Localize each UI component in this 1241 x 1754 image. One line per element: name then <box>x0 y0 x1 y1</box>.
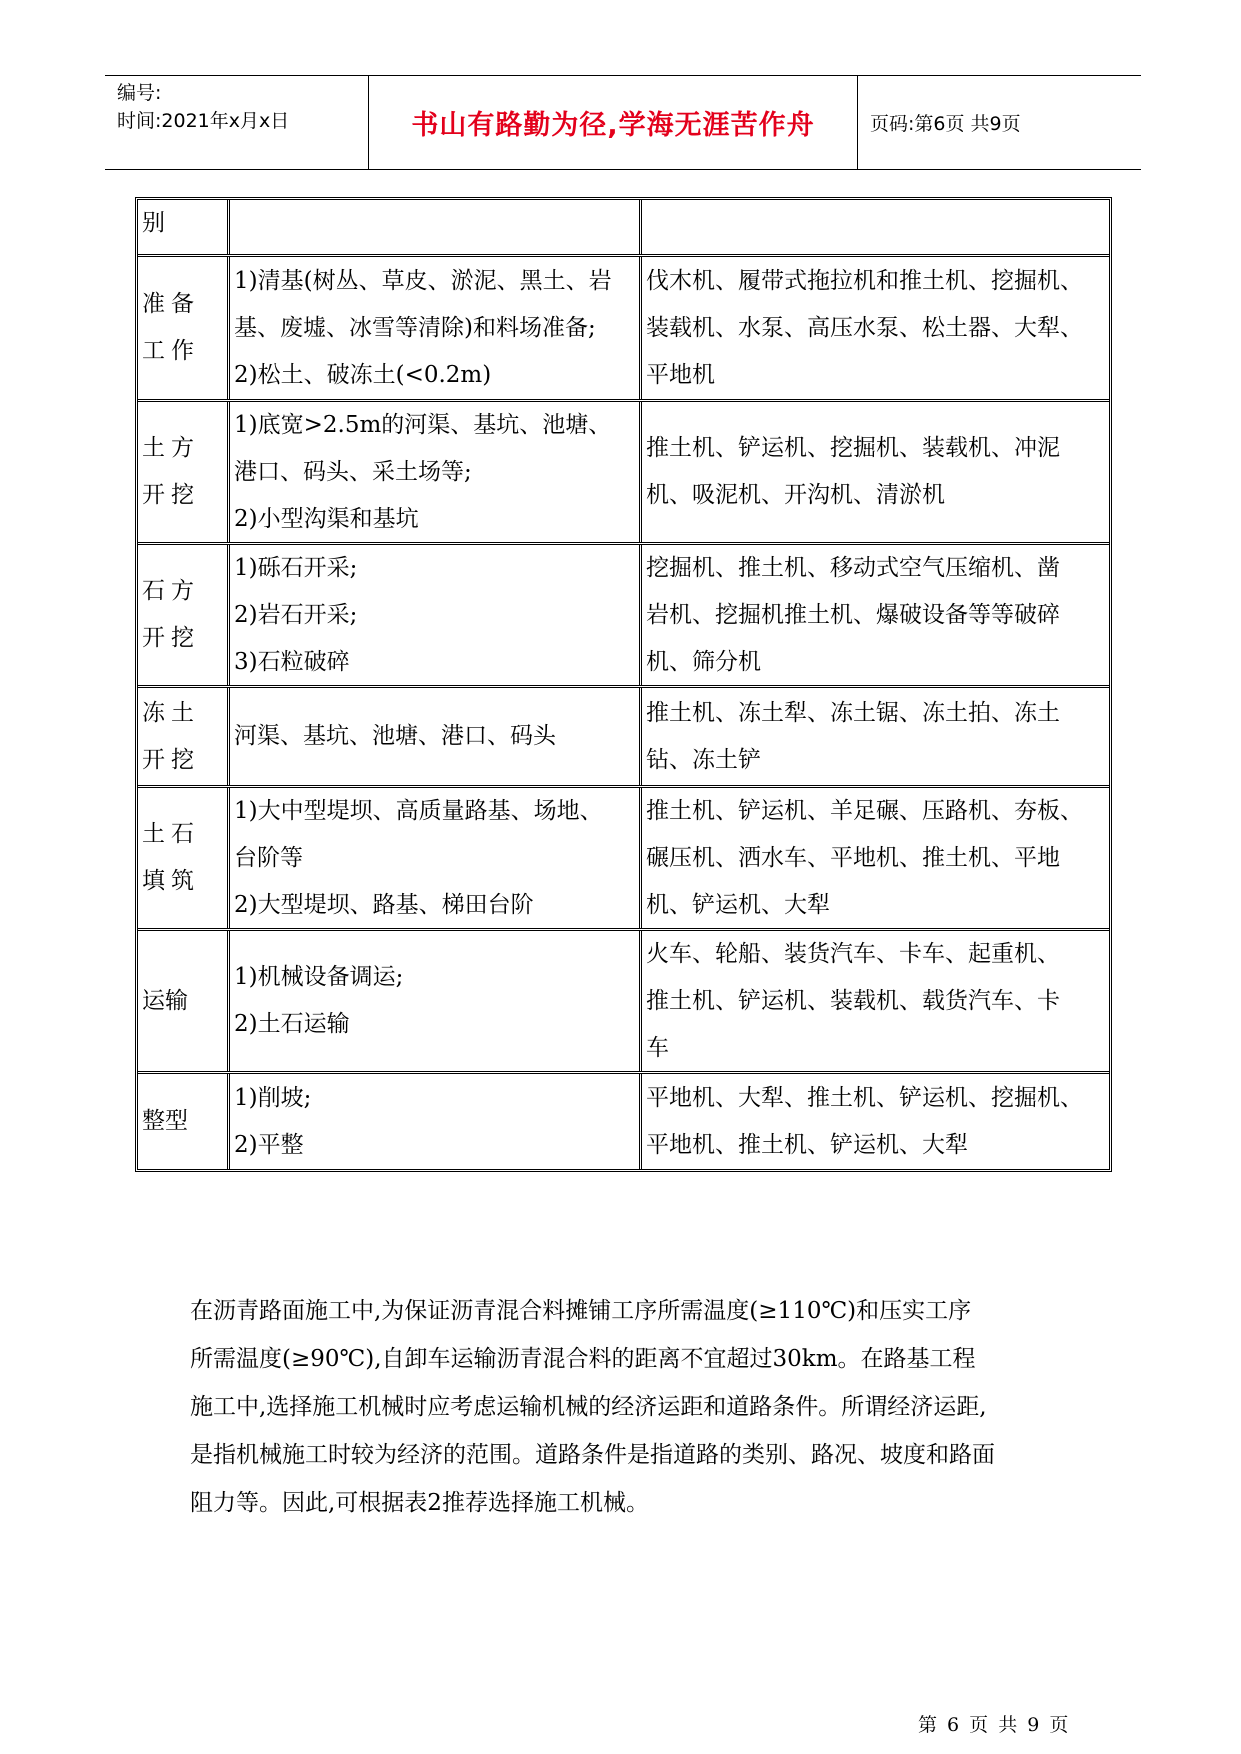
category-cell <box>138 788 230 928</box>
machines-line: 推土机、铲运机、羊足碾、压路机、夯板、 <box>646 797 1083 824</box>
table-row <box>138 545 1109 688</box>
category-text: 运输 <box>142 987 188 1014</box>
table-row <box>138 931 1109 1074</box>
machines-line: 机、筛分机 <box>646 648 761 675</box>
doc-number-label: 编号: <box>117 82 162 104</box>
category-cell <box>138 931 230 1071</box>
header-motto: 书山有路勤为径,学海无涯苦作舟 <box>411 110 815 141</box>
work-line: 河渠、基坑、池塘、港口、码头 <box>234 723 556 749</box>
body-paragraph <box>190 1287 1070 1527</box>
work-cell <box>230 1074 642 1169</box>
machines-line: 碾压机、洒水车、平地机、推土机、平地 <box>646 844 1060 871</box>
table-row <box>138 1074 1109 1169</box>
work-line: 1)大中型堤坝、高质量路基、场地、 <box>234 797 603 824</box>
machines-cell <box>642 545 1109 685</box>
work-line: 1)削坡; <box>234 1084 312 1111</box>
machines-line: 机、铲运机、大犁 <box>646 891 830 918</box>
work-cell <box>230 402 642 542</box>
page-header <box>105 75 1141 170</box>
work-line: 台阶等 <box>234 844 303 871</box>
machines-cell <box>642 257 1109 399</box>
machines-line: 平地机、大犁、推土机、铲运机、挖掘机、 <box>646 1084 1083 1111</box>
header-bottom-rule <box>105 169 1141 170</box>
work-cell <box>230 688 642 785</box>
time-label: 时间:2021年x月x日 <box>117 110 290 132</box>
machines-line: 装载机、水泵、高压水泵、松土器、大犁、 <box>646 314 1083 341</box>
category-text: 土石填筑 <box>142 821 200 894</box>
category-text: 石方开挖 <box>142 578 200 651</box>
work-line: 1)清基(树丛、草皮、淤泥、黑土、岩 <box>234 267 612 294</box>
paragraph-line: 是指机械施工时较为经济的范围。道路条件是指道路的类别、路况、坡度和路面 <box>190 1442 995 1468</box>
header-divider <box>857 75 858 170</box>
machines-line: 伐木机、履带式拖拉机和推土机、挖掘机、 <box>646 267 1083 294</box>
machines-cell <box>642 200 1109 254</box>
category-cell <box>138 688 230 785</box>
category-cell <box>138 545 230 685</box>
table-row <box>138 257 1109 402</box>
machines-line: 平地机、推土机、铲运机、大犁 <box>646 1131 968 1158</box>
page-footer: 第 6 页 共 9 页 <box>918 1714 1071 1736</box>
machines-line: 推土机、铲运机、装载机、载货汽车、卡 <box>646 987 1060 1014</box>
work-line: 港口、码头、采土场等; <box>234 458 472 485</box>
machinery-table <box>135 197 1112 1172</box>
table-row <box>138 402 1109 545</box>
work-line: 2)平整 <box>234 1131 304 1158</box>
machines-line: 钻、冻土铲 <box>646 746 761 773</box>
work-cell <box>230 200 642 254</box>
table-row <box>138 200 1109 257</box>
machines-line: 机、吸泥机、开沟机、清淤机 <box>646 482 945 508</box>
paragraph-line: 阻力等。因此,可根据表2推荐选择施工机械。 <box>190 1490 649 1516</box>
work-cell <box>230 931 642 1071</box>
machines-cell <box>642 402 1109 542</box>
work-line: 2)土石运输 <box>234 1011 350 1037</box>
category-text: 整型 <box>142 1108 188 1134</box>
work-line: 1)底宽>2.5m的河渠、基坑、池塘、 <box>234 411 612 438</box>
work-cell <box>230 257 642 399</box>
machines-line: 挖掘机、推土机、移动式空气压缩机、凿 <box>646 554 1060 581</box>
category-text: 准备工作 <box>142 291 200 364</box>
work-line: 2)岩石开采; <box>234 601 358 628</box>
machines-cell <box>642 931 1109 1071</box>
work-cell <box>230 788 642 928</box>
machines-line: 火车、轮船、装货汽车、卡车、起重机、 <box>646 940 1060 967</box>
header-left-block <box>117 79 289 135</box>
paragraph-line: 所需温度(≥90℃),自卸车运输沥青混合料的距离不宜超过30km。在路基工程 <box>190 1346 976 1372</box>
category-text: 别 <box>142 210 165 236</box>
category-text: 土方开挖 <box>142 435 200 508</box>
work-line: 2)松土、破冻土(<0.2m) <box>234 361 492 388</box>
work-line: 2)大型堤坝、路基、梯田台阶 <box>234 891 534 918</box>
machines-line: 岩机、挖掘机推土机、爆破设备等等破碎 <box>646 601 1060 628</box>
work-line: 3)石粒破碎 <box>234 648 350 675</box>
machines-line: 推土机、冻土犁、冻土锯、冻土拍、冻土 <box>646 699 1060 726</box>
machines-cell <box>642 788 1109 928</box>
machines-cell <box>642 1074 1109 1169</box>
work-line: 1)砾石开采; <box>234 554 358 581</box>
category-text: 冻土开挖 <box>142 699 200 773</box>
machines-line: 平地机 <box>646 361 715 388</box>
category-cell <box>138 1074 230 1169</box>
work-line: 1)机械设备调运; <box>234 964 404 990</box>
table-row <box>138 688 1109 788</box>
work-line: 基、废墟、冰雪等清除)和料场准备; <box>234 314 596 341</box>
machines-line: 车 <box>646 1034 669 1061</box>
category-cell <box>138 257 230 399</box>
machines-line: 推土机、铲运机、挖掘机、装载机、冲泥 <box>646 435 1060 461</box>
work-cell <box>230 545 642 685</box>
table-row <box>138 788 1109 931</box>
category-cell <box>138 200 230 254</box>
work-line: 2)小型沟渠和基坑 <box>234 505 419 532</box>
paragraph-line: 施工中,选择施工机械时应考虑运输机械的经济运距和道路条件。所谓经济运距, <box>190 1394 987 1420</box>
paragraph-line: 在沥青路面施工中,为保证沥青混合料摊铺工序所需温度(≥110℃)和压实工序 <box>190 1298 972 1324</box>
machines-cell <box>642 688 1109 785</box>
header-page-info: 页码:第6页 共9页 <box>870 113 1021 135</box>
category-cell <box>138 402 230 542</box>
